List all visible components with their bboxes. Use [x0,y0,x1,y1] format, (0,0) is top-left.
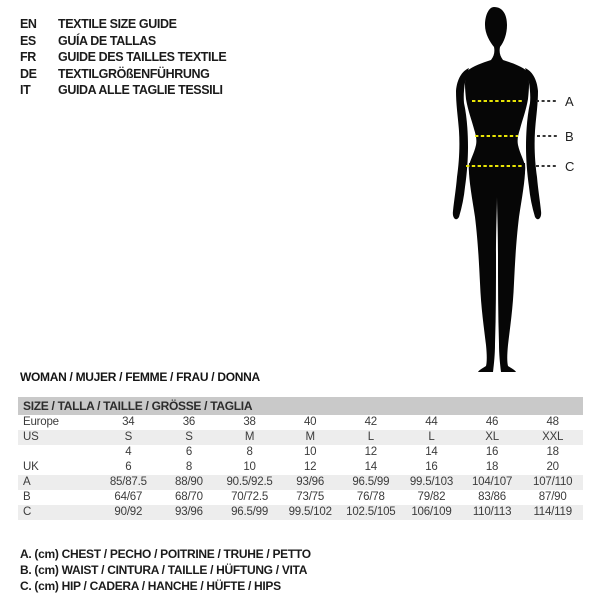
legend-line: C. (cm) HIP / CADERA / HANCHE / HÜFTE / HIPS [20,579,281,594]
size-cell: 93/96 [175,506,203,518]
language-text: GUIDA ALLE TAGLIE TESSILI [58,83,223,97]
size-cell: 10 [303,446,317,458]
language-text: GUÍA DE TALLAS [58,33,156,48]
silhouette-left-leg [469,163,497,372]
language-code: ES [20,33,36,48]
language-row [20,82,226,99]
size-cell: 12 [364,446,378,458]
size-cell: 70/72.5 [231,491,269,503]
size-cell: 99.5/102 [288,506,332,518]
table-row [18,490,583,505]
language-row [20,16,226,33]
size-cell: 14 [364,461,378,473]
size-cell: 20 [546,461,559,473]
size-table-grid [18,415,583,520]
size-cell: L [367,431,374,443]
legend-line: A. (cm) CHEST / PECHO / POITRINE / TRUHE / PETTO [20,547,311,561]
table-row [18,430,583,445]
size-cell: 6 [185,446,193,458]
table-row [18,475,583,490]
size-cell: 18 [485,461,499,473]
size-cell: 18 [546,446,559,458]
row-label: US [23,431,39,443]
size-cell: 87/90 [538,491,567,503]
size-cell: 114/119 [533,506,572,518]
size-cell: 40 [303,416,317,428]
measure-label-waist: B [565,129,574,144]
size-cell: S [185,431,193,443]
row-label [18,445,98,460]
size-cell: 106/109 [411,506,452,518]
size-cell: 48 [546,416,559,428]
row-label: C [23,506,32,518]
size-cell: 102.5/105 [346,506,396,518]
size-cell: 42 [364,416,378,428]
size-cell: 96.5/99 [352,476,390,488]
language-text: GUIDE DES TAILLES TEXTILE [58,50,227,64]
size-cell: 38 [243,416,256,428]
size-cell: 10 [243,461,256,473]
size-cell: 34 [122,416,135,428]
size-cell: 68/70 [175,491,203,503]
size-cell: M [244,431,255,443]
size-cell: 44 [425,416,438,428]
size-cell: 8 [246,446,253,458]
size-cell: 110/113 [472,506,512,518]
size-cell: L [428,431,435,443]
size-cell: 79/82 [417,491,446,503]
measurement-legend [20,546,311,595]
size-cell: 83/86 [478,491,506,503]
language-code: DE [20,66,37,81]
silhouette-right-leg [497,163,525,372]
language-row [20,49,226,66]
table-row [18,445,583,460]
size-cell: 46 [485,416,499,428]
size-table [18,397,583,520]
language-code: IT [20,83,31,97]
table-row [18,460,583,475]
language-row [20,66,226,83]
size-cell: S [124,431,133,443]
legend-line: B. (cm) WAIST / CINTURA / TAILLE / HÜFTUNG / VITA [20,563,308,578]
language-row [20,33,226,50]
size-cell: 90.5/92.5 [226,476,273,488]
size-cell: 4 [125,446,132,458]
size-table-body [18,415,583,520]
size-cell: 73/75 [296,491,325,503]
size-cell: 12 [303,461,317,473]
size-cell: 93/96 [296,476,325,488]
body-measurement-diagram [430,0,600,390]
woman-silhouette-icon [453,7,541,372]
language-list [20,16,226,99]
row-label: Europe [23,416,59,428]
size-cell: 16 [425,461,438,473]
table-row [18,415,583,430]
size-cell: 107/110 [533,476,573,488]
size-cell: 90/92 [114,506,143,518]
size-cell: 64/67 [114,491,143,503]
size-cell: 104/107 [471,476,513,488]
size-cell: 88/90 [175,476,203,488]
size-cell: 8 [185,461,193,473]
size-cell: 85/87.5 [109,476,147,488]
size-cell: 96.5/99 [231,506,269,518]
language-text: TEXTILE SIZE GUIDE [58,17,177,31]
size-cell: 14 [425,446,438,458]
size-cell: M [305,431,315,443]
measure-label-chest: A [565,94,574,109]
size-cell: XL [485,431,499,443]
size-cell: XXL [542,431,564,443]
gender-title: WOMAN / MUJER / FEMME / FRAU / DONNA [20,370,260,384]
table-row [18,505,583,520]
row-label: B [23,491,31,503]
size-cell: 16 [485,446,499,458]
language-text: TEXTILGRÖßENFÜHRUNG [58,66,210,81]
size-cell: 6 [125,461,132,473]
language-code: FR [20,50,36,64]
size-table-header: SIZE / TALLA / TAILLE / GRÖSSE / TAGLIA [18,397,583,415]
size-cell: 99.5/103 [409,476,454,488]
row-label: UK [23,461,39,473]
language-code: EN [20,17,37,31]
size-cell: 36 [182,416,196,428]
measure-label-hip: C [565,159,575,174]
row-label: A [23,476,31,488]
size-cell: 76/78 [356,491,385,503]
